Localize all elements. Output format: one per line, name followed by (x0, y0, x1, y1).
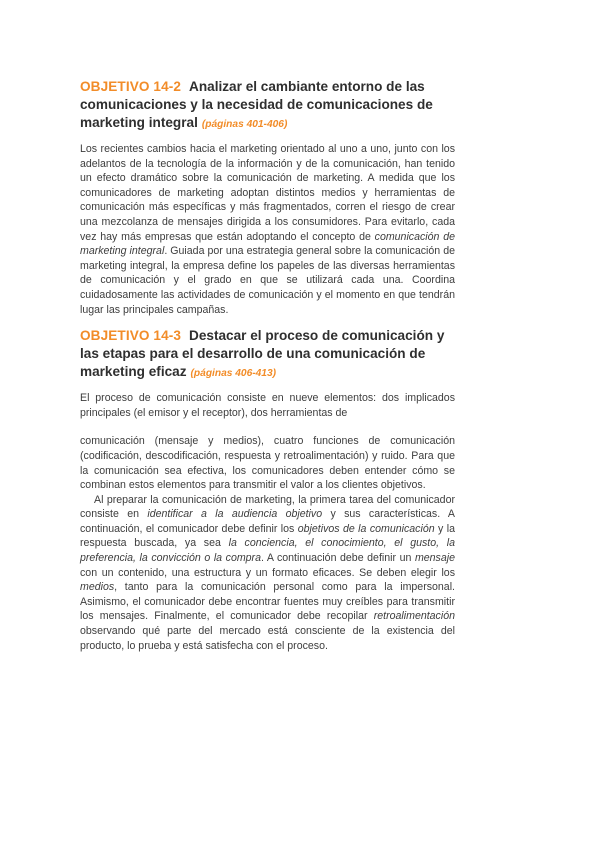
emphasis-text: identificar a la audiencia objetivo (147, 508, 323, 521)
body-text: observando qué parte del mercado está consciente de la existencia del producto, lo prueba y está satisfecha con el proceso. (80, 625, 455, 652)
body-text: . A continuación debe definir un (260, 552, 415, 565)
section-body-continued: comunicación (mensaje y medios), cuatro funciones de comunicación (codificación, descodificación, respuesta y retroalimentación) y ruido. Para que la comunicación sea efectiva, los comunicadores deben entender cómo se combinan estos elementos para transmitir el valor a los clientes objetivos. (80, 435, 455, 492)
emphasis-text: medios (80, 581, 115, 594)
body-text: Los recientes cambios hacia el marketing orientado al uno a uno, junto con los adelantos de la tecnología de la información y de la comunicación, han tenido un efecto dramático sobre la comunicación de marketing. A medida que los comunicadores de marketing adoptan distintos medios y herramientas de comunicación más específicas y más fragmentados, corren el riesgo de crear una mezcolanza de mensajes dirigida a los consumidores. Para evitarlo, cada vez hay más empresas que están adoptando el concepto de (80, 143, 455, 243)
section-objetivo-14-2 (80, 78, 455, 317)
body-text: con un contenido, una estructura y un formato eficaces. Se deben elegir los (80, 566, 455, 579)
objective-title: Destacar el proceso de comunicación y las etapas para el desarrollo de una comunicación de marketing eficaz (80, 328, 445, 380)
emphasis-text: la conciencia, el conocimiento, el gusto, la preferencia, la convicción o la compra (80, 537, 455, 565)
section-heading (80, 78, 455, 134)
body-text: , tanto para la comunicación personal como para la impersonal. Asimismo, el comunicador debe encontrar fuentes muy creíbles para transmitir los mensajes. Finalmente, el comunicador debe recopilar (80, 581, 455, 623)
page-reference: (páginas 401-406) (201, 119, 288, 130)
section-objetivo-14-3 (80, 327, 455, 653)
section-body: El proceso de comunicación consiste en nueve elementos: dos implicados principales (el emisor y el receptor), dos herramientas de (80, 392, 455, 419)
document-page (80, 78, 455, 653)
section-body (80, 142, 455, 317)
objective-label: OBJETIVO 14-3 (80, 328, 182, 344)
page-reference: (páginas 406-413) (190, 368, 277, 380)
body-text: y la respuesta buscada, ya sea (80, 522, 455, 550)
emphasis-text: objetivos de la comunicación (297, 522, 435, 535)
objective-title: Analizar el cambiante entorno de las comunicaciones y la necesidad de comunicaciones de marketing integral (80, 79, 433, 130)
emphasis-text: comunicación de marketing integral (80, 230, 455, 258)
body-text: Al preparar la comunicación de marketing, la primera tarea del comunicador consiste en (80, 493, 455, 521)
emphasis-text: retroalimentación (373, 610, 455, 623)
body-text: y sus características. A continuación, el comunicador debe definir los (80, 508, 455, 535)
body-text: . Guiada por una estrategia general sobre la comunicación de marketing integral, la empresa define los papeles de las diversas herramientas de comunicación y el grado en que se utilizará cada una. Coordina cuidadosamente las actividades de comunicación y el momento en que tendrán lugar las principales campañas. (80, 245, 455, 316)
emphasis-text: mensaje (414, 552, 455, 565)
section-heading (80, 327, 455, 383)
section-body-paragraph-2 (80, 493, 455, 654)
objective-label: OBJETIVO 14-2 (80, 79, 182, 94)
